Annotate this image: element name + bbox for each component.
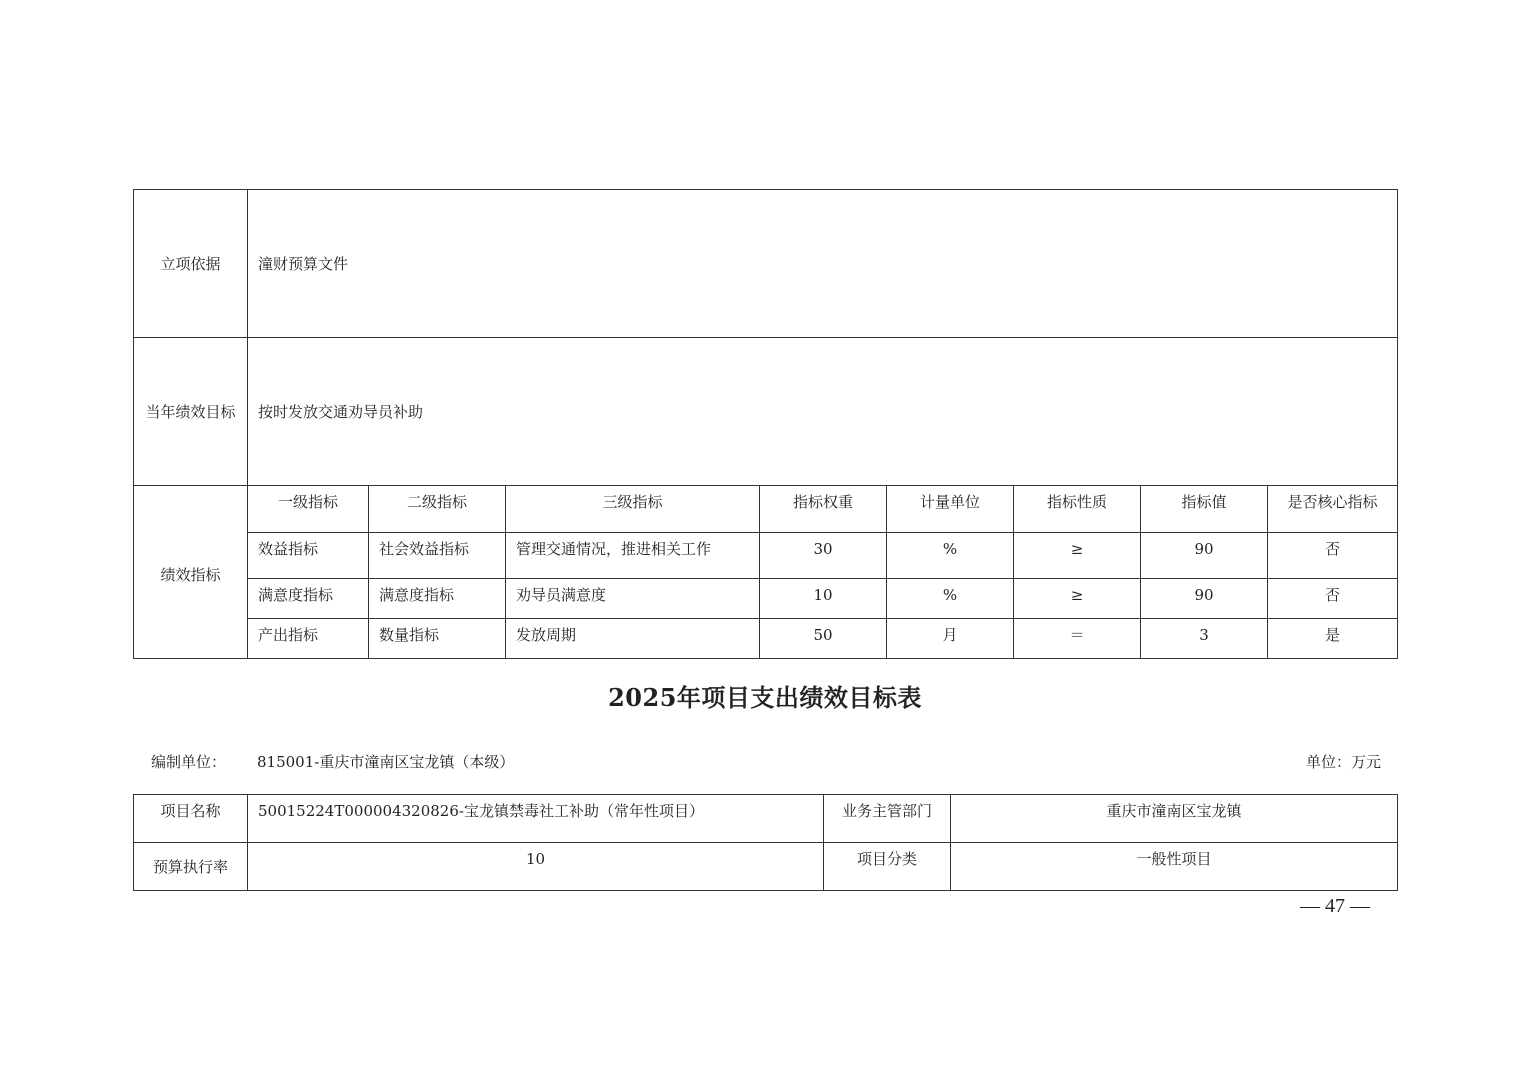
upper-performance-table [133, 189, 1398, 659]
header-cell: 指标值 [1141, 486, 1268, 533]
table-cell: 数量指标 [369, 619, 506, 659]
header-cell: 指标权重 [760, 486, 887, 533]
table-cell: ≥ [1014, 533, 1141, 579]
project-name-label: 项目名称 [134, 795, 248, 843]
basis-label: 立项依据 [134, 190, 248, 338]
annual-goal-label: 当年绩效目标 [134, 338, 248, 486]
header-cell: 指标性质 [1014, 486, 1141, 533]
header-cell: 二级指标 [369, 486, 506, 533]
dept-value: 重庆市潼南区宝龙镇 [951, 795, 1398, 843]
table-cell: % [887, 579, 1014, 619]
table-cell: 否 [1268, 579, 1398, 619]
table-cell: 90 [1141, 533, 1268, 579]
table-cell: 30 [760, 533, 887, 579]
rate-label: 预算执行率 [134, 843, 248, 891]
table-cell: ≥ [1014, 579, 1141, 619]
table-cell: 否 [1268, 533, 1398, 579]
table-cell: 满意度指标 [248, 579, 369, 619]
table-cell: % [887, 533, 1014, 579]
page-number: — 47 — [1300, 895, 1370, 917]
rate-value: 10 [248, 843, 824, 891]
dept-label: 业务主管部门 [824, 795, 951, 843]
table-cell: 管理交通情况，推进相关工作 [506, 533, 760, 579]
table-cell: 3 [1141, 619, 1268, 659]
table-cell: 月 [887, 619, 1014, 659]
table-cell: 社会效益指标 [369, 533, 506, 579]
basis-value: 潼财预算文件 [248, 190, 1398, 338]
table-row [134, 579, 1398, 619]
category-value: 一般性项目 [951, 843, 1398, 891]
project-name-value: 50015224T000004320826-宝龙镇禁毒社工补助（常年性项目） [248, 795, 824, 843]
table-cell: 90 [1141, 579, 1268, 619]
table-row [134, 533, 1398, 579]
table-cell: 产出指标 [248, 619, 369, 659]
unit-label: 单位：万元 [1306, 753, 1382, 771]
table-cell: 效益指标 [248, 533, 369, 579]
table-cell: 发放周期 [506, 619, 760, 659]
project-info-table [133, 794, 1398, 891]
org-value: 815001-重庆市潼南区宝龙镇（本级） [257, 753, 515, 771]
table-cell: ＝ [1014, 619, 1141, 659]
table-cell: 10 [760, 579, 887, 619]
header-cell: 一级指标 [248, 486, 369, 533]
table-row [134, 619, 1398, 659]
header-cell: 计量单位 [887, 486, 1014, 533]
header-cell: 三级指标 [506, 486, 760, 533]
table-cell: 劝导员满意度 [506, 579, 760, 619]
indicators-label: 绩效指标 [134, 486, 248, 659]
org-label: 编制单位： [151, 753, 227, 771]
category-label: 项目分类 [824, 843, 951, 891]
page-title: 2025年项目支出绩效目标表 [608, 683, 922, 712]
table-cell: 是 [1268, 619, 1398, 659]
table-cell: 满意度指标 [369, 579, 506, 619]
table-cell: 50 [760, 619, 887, 659]
annual-goal-value: 按时发放交通劝导员补助 [248, 338, 1398, 486]
header-cell: 是否核心指标 [1268, 486, 1398, 533]
